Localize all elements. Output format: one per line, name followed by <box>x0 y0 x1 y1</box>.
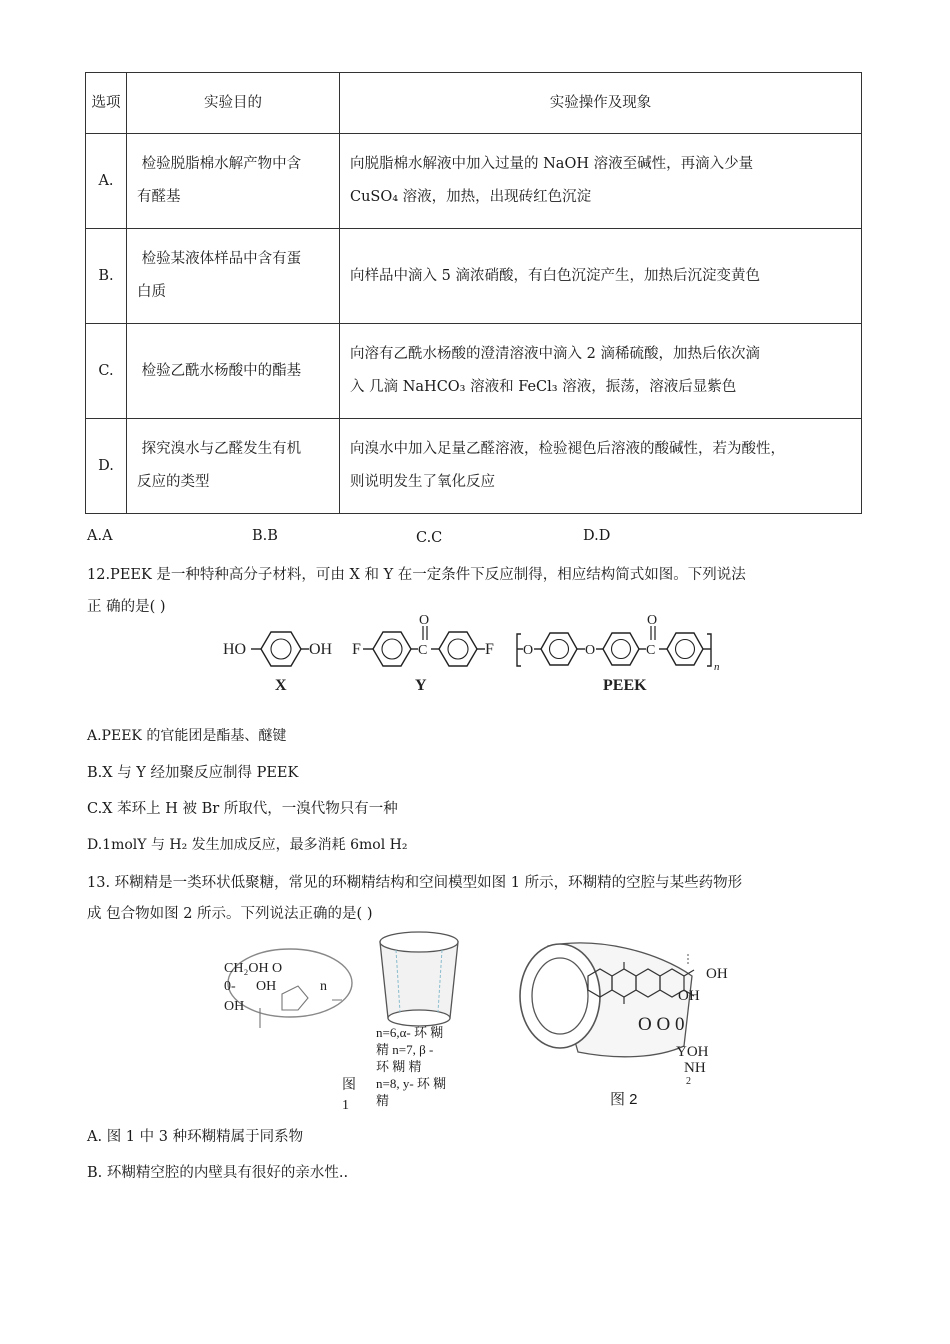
row-operation <box>340 324 862 419</box>
cone-model-icon <box>380 942 458 1018</box>
peek-carbon: C <box>646 643 656 658</box>
operation-line: 向样品中滴入 5 滴浓硝酸，有白色沉淀产生，加热后沉淀变黄色 <box>350 267 760 284</box>
peek-n: n <box>714 661 720 673</box>
y-f-right: F <box>485 641 494 658</box>
table-row <box>86 419 862 514</box>
ring-outline <box>228 949 352 1017</box>
row-operation <box>340 419 862 514</box>
caption-line: n=6,α- 环 糊 <box>376 1025 444 1040</box>
y-f-left: F <box>352 641 361 658</box>
x-oh-label: OH <box>309 641 333 658</box>
row-purpose <box>127 134 340 229</box>
operation-line: CuSO₄ 溶液，加热，出现砖红色沉淀 <box>350 189 592 205</box>
x-ho-label: HO <box>223 641 247 658</box>
q12-stem-line1: 12.PEEK 是一种特种高分子材料，可由 X 和 Y 在一定条件下反应制得，相应结构简式如图。下列说法 <box>87 567 746 583</box>
q13-option-a[interactable]: A. 图 1 中 3 种环糊精属于同系物 <box>87 1129 304 1145</box>
q12-stem-line2: 正 确的是( ) <box>87 599 166 615</box>
fig1-oh-left: OH <box>224 999 245 1014</box>
caption-line: 精 n=7, β - <box>376 1042 434 1057</box>
fig2-o-row: O O 0 <box>638 1014 685 1035</box>
purpose-line: 有醛基 <box>137 189 181 205</box>
y-carbon: C <box>418 643 428 658</box>
q12-option-b[interactable]: B.X 与 Y 经加聚反应制得 PEEK <box>87 765 299 781</box>
x-label: X <box>275 677 287 694</box>
row-option: B. <box>86 229 127 324</box>
fig1-ch2oh: CH₂OH O <box>224 961 283 976</box>
table-row <box>86 229 862 324</box>
operation-line: 入 几滴 NaHCO₃ 溶液和 FeCl₃ 溶液，振荡，溶液后显紫色 <box>350 379 737 395</box>
row-option: A. <box>86 134 127 229</box>
row-purpose <box>127 229 340 324</box>
operation-line: 则说明发生了氧化反应 <box>350 474 495 490</box>
header-option: 选项 <box>86 73 127 134</box>
purpose-line: 反应的类型 <box>137 474 210 490</box>
peek-structures-figure <box>215 612 735 698</box>
q13-stem-line2: 成 包合物如图 2 所示。下列说法正确的是( ) <box>87 906 373 922</box>
purpose-line: 检验某液体样品中含有蛋 <box>141 251 302 267</box>
caption-line: n=8, y- 环 糊 <box>376 1076 447 1091</box>
inclusion-complex-figure-2 <box>508 926 748 1086</box>
fig2-nh: NH <box>684 1060 706 1076</box>
benzene-ring-icon <box>667 633 703 665</box>
benzene-ring-icon <box>373 632 411 666</box>
header-operation: 实验操作及现象 <box>340 73 862 134</box>
choice-c[interactable]: C.C <box>416 530 443 546</box>
fig1-label <box>342 1076 356 1116</box>
benzene-ring-icon <box>261 632 301 666</box>
row-operation <box>340 134 862 229</box>
operation-line: 向脱脂棉水解液中加入过量的 NaOH 溶液至碱性，再滴入少量 <box>350 156 754 172</box>
experiment-table <box>85 72 862 514</box>
fig1-label-line: 图 <box>342 1078 356 1093</box>
row-operation <box>340 229 862 324</box>
row-purpose <box>127 419 340 514</box>
benzene-ring-icon <box>541 633 577 665</box>
purpose-line: 检验乙酰水杨酸中的酯基 <box>141 362 302 379</box>
benzene-ring-icon <box>439 632 477 666</box>
q12-option-c[interactable]: C.X 苯环上 H 被 Br 所取代，一溴代物只有一种 <box>87 801 398 817</box>
peek-o1: O <box>523 643 534 658</box>
purpose-line: 探究溴水与乙醛发生有机 <box>141 441 302 457</box>
caption-line: 环 糊 精 <box>376 1059 422 1074</box>
fig1-oh-top: OH <box>256 979 277 994</box>
purpose-line: 检验脱脂棉水解产物中含 <box>141 156 302 172</box>
y-label: Y <box>415 677 427 694</box>
row-option: D. <box>86 419 127 514</box>
table-row <box>86 134 862 229</box>
q12-option-d[interactable]: D.1molY 与 H₂ 发生加成反应，最多消耗 6mol H₂ <box>87 837 408 853</box>
peek-o2: O <box>585 643 596 658</box>
fig2-oh-mid: OH <box>678 988 700 1004</box>
row-purpose <box>127 324 340 419</box>
benzene-ring-icon <box>603 633 639 665</box>
fig1-label-line: 1 <box>342 1098 349 1113</box>
q13-stem-line1: 13. 环糊精是一类环状低聚糖，常见的环糊精结构和空间模型如图 1 所示，环糊精的空腔与某些药物形 <box>87 875 743 891</box>
peek-carbonyl-o: O <box>647 613 658 628</box>
operation-line: 向溶有乙酰水杨酸的澄清溶液中滴入 2 滴稀硫酸，加热后依次滴 <box>350 346 760 362</box>
fig2-yoh: YOH <box>676 1044 709 1060</box>
table-header-row <box>86 73 862 134</box>
fig2-subscript: 2 <box>686 1076 691 1086</box>
purpose-line: 白质 <box>137 284 166 300</box>
y-carbonyl-o: O <box>419 613 430 628</box>
fig2-label: 图 2 <box>610 1091 638 1108</box>
choice-d[interactable]: D.D <box>583 528 611 544</box>
header-purpose: 实验目的 <box>127 73 340 134</box>
choice-a[interactable]: A.A <box>87 528 113 544</box>
row-option: C. <box>86 324 127 419</box>
q12-option-a[interactable]: A.PEEK 的官能团是酯基、醚键 <box>87 728 287 744</box>
fig1-n: n <box>320 979 327 994</box>
fig1-o-bond: 0- <box>224 979 236 994</box>
operation-line: 向溴水中加入足量乙醛溶液，检验褪色后溶液的酸碱性，若为酸性， <box>350 441 785 457</box>
choice-b[interactable]: B.B <box>252 528 278 544</box>
fig2-oh-top: OH <box>706 966 728 982</box>
fig1-caption <box>376 1024 468 1109</box>
q13-option-b[interactable]: B. 环糊精空腔的内壁具有很好的亲水性.. <box>87 1165 349 1181</box>
table-row <box>86 324 862 419</box>
peek-label: PEEK <box>603 677 647 694</box>
caption-line: 精 <box>376 1093 390 1108</box>
